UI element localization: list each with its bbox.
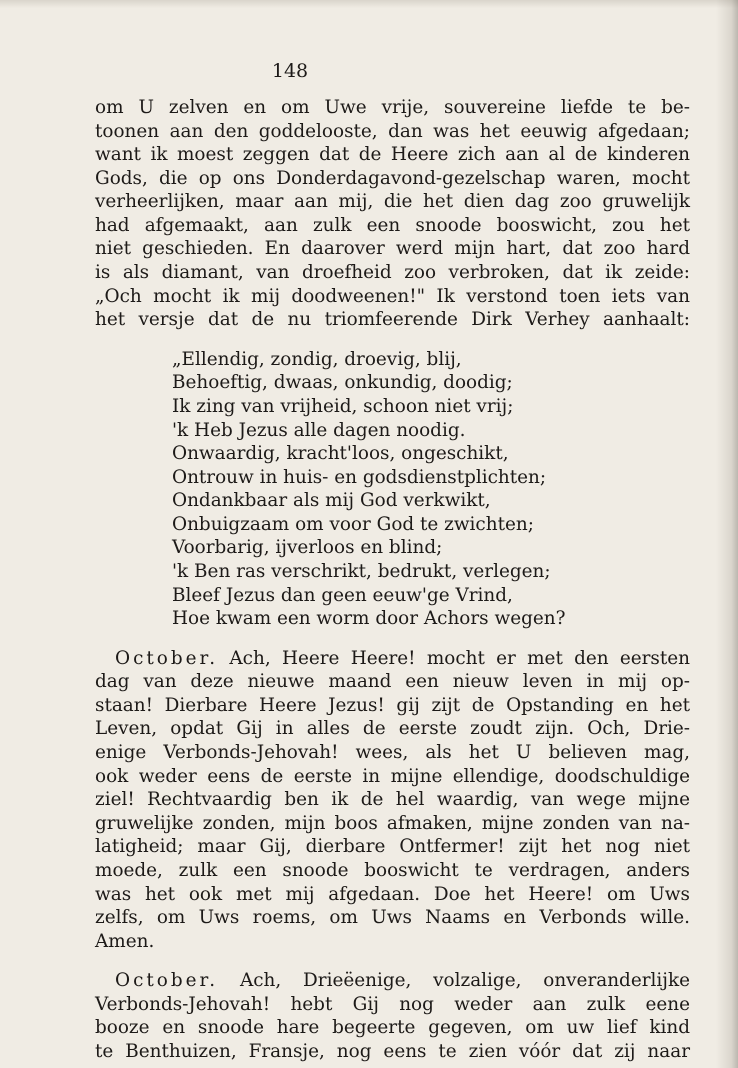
paragraph2-line: Leven, opdat Gij in alles de eerste zoudt zijn. Och, Drie- <box>95 718 690 739</box>
paragraph2-line: staan! Dierbare Heere Jezus! gij zijt de Opstanding en het <box>95 695 690 716</box>
paragraph2-line: dag van deze nieuwe maand een nieuw leven in mij op- <box>95 671 690 692</box>
poem-line: Onbuigzaam om voor God te zwichten; <box>172 514 534 535</box>
paragraph2-line: ook weder eens de eerste in mijne ellendige, doodschuldige <box>95 766 690 787</box>
paragraph3-first-line <box>115 969 690 993</box>
poem-line: Bleef Jezus dan geen eeuw'ge Vrind, <box>172 585 513 606</box>
poem-line: „Ellendig, zondig, droevig, blij, <box>172 349 462 370</box>
paragraph3-first-line-text: Ach, Drieëenige, volzalige, onveranderlijke <box>239 970 690 991</box>
paragraph3-line: Verbonds-Jehovah! hebt Gij nog weder aan zulk eene <box>95 994 690 1015</box>
paragraph2-last-line: Amen. <box>95 931 155 952</box>
page-spine-shadow <box>716 0 738 1068</box>
poem-line: Ondankbaar als mij God verkwikt, <box>172 490 491 511</box>
paragraph1-line: Gods, die op ons Donderdagavond-gezelschap waren, mocht <box>95 168 690 189</box>
paragraph2-line: was het ook met mij afgedaan. Doe het Heere! om Uws <box>95 884 690 905</box>
paragraph2-first-line <box>115 647 690 671</box>
paragraph1-line: had afgemaakt, aan zulk een snoode booswicht, zou het <box>95 215 690 236</box>
page-top-edge <box>0 0 738 8</box>
poem-line: 'k Ben ras verschrikt, bedrukt, verlegen; <box>172 561 551 582</box>
paragraph1-line: verheerlijken, maar aan mij, die het dien dag zoo gruwelijk <box>95 191 690 212</box>
poem-line: Behoeftig, dwaas, onkundig, doodig; <box>172 372 513 393</box>
paragraph1-line: „Och mocht ik mij doodweenen!" Ik verstond toen iets van <box>95 286 690 307</box>
paragraph2-line: zelfs, om Uws roems, om Uws Naams en Verbonds wille. <box>95 907 690 928</box>
page-number: 148 <box>271 60 309 82</box>
poem-line: Ontrouw in huis- en godsdienstplichten; <box>172 467 547 488</box>
paragraph3-line: te Benthuizen, Fransje, nog eens te zien vóór dat zij naar <box>95 1041 690 1062</box>
paragraph1-line: niet geschieden. En daarover werd mijn hart, dat zoo hard <box>95 238 690 259</box>
poem-line: Ik zing van vrijheid, schoon niet vrij; <box>172 396 514 417</box>
paragraph1-line: want ik moest zeggen dat de Heere zich aan al de kinderen <box>95 144 690 165</box>
date-label-october: October. <box>115 648 219 669</box>
paragraph1-line: toonen aan den goddelooste, dan was het eeuwig afgedaan; <box>95 121 690 142</box>
poem-line: Voorbarig, ijverloos en blind; <box>172 537 443 558</box>
paragraph1-line: om U zelven en om Uwe vrije, souvereine liefde te be- <box>95 97 690 118</box>
paragraph1-line: het versje dat de nu triomfeerende Dirk Verhey aanhaalt: <box>95 309 690 330</box>
paragraph1-line: is als diamant, van droefheid zoo verbroken, dat ik zeide: <box>95 262 690 283</box>
paragraph3-line: booze en snoode hare begeerte gegeven, om uw lief kind <box>95 1017 690 1038</box>
poem-line: 'k Heb Jezus alle dagen noodig. <box>172 420 466 441</box>
poem-line: Onwaardig, kracht'loos, ongeschikt, <box>172 443 509 464</box>
paragraph2-line: ziel! Rechtvaardig ben ik de hel waardig, van wege mijne <box>95 789 690 810</box>
paragraph2-first-line-text: Ach, Heere Heere! mocht er met den eersten <box>229 648 690 669</box>
paragraph2-line: gruwelijke zonden, mijn boos afmaken, mijne zonden van na- <box>95 813 690 834</box>
poem-line: Hoe kwam een worm door Achors wegen? <box>172 608 566 629</box>
paragraph2-line: enige Verbonds-Jehovah! wees, als het U believen mag, <box>95 742 690 763</box>
date-label-october-2: October. <box>115 970 219 991</box>
paragraph2-line: moede, zulk een snoode booswicht te verdragen, anders <box>95 860 690 881</box>
paragraph2-line: latigheid; maar Gij, dierbare Ontfermer! zijt het nog niet <box>95 836 690 857</box>
